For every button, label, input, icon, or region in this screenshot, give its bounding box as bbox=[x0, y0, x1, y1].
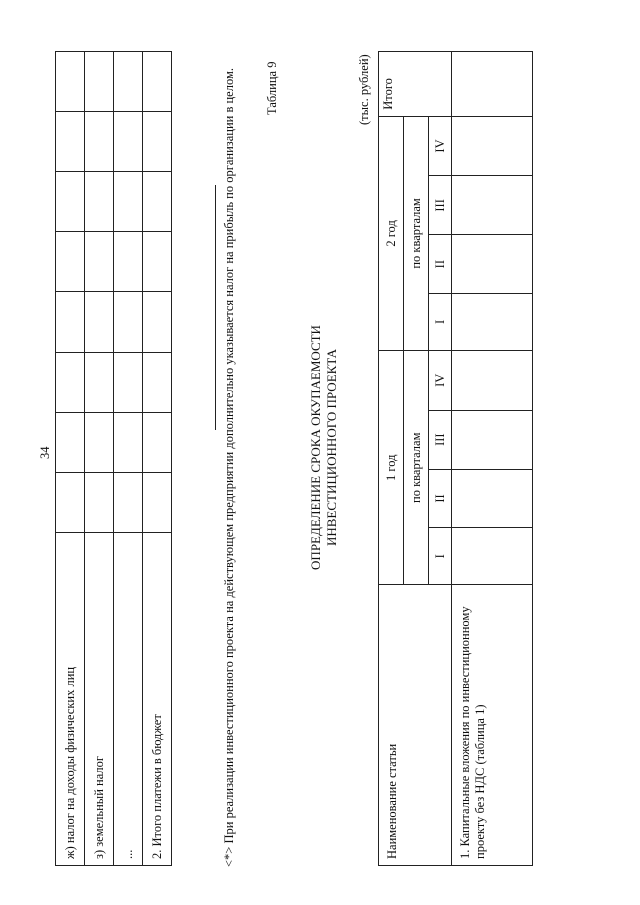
row-label: з) земельный налог bbox=[85, 533, 114, 866]
page-number: 34 bbox=[38, 446, 52, 459]
row-label: ж) налог на доходы физических лиц bbox=[56, 533, 85, 866]
row-label: 1. Капитальные вложения по инвестиционному проекту без НДС (таблица 1) bbox=[452, 585, 533, 866]
row-label: 2. Итого платежи в бюджет bbox=[143, 533, 172, 866]
table-row bbox=[114, 52, 143, 866]
table-row bbox=[452, 52, 533, 866]
header-total: Итого bbox=[379, 52, 452, 117]
quarter-label: III bbox=[429, 176, 452, 235]
quarter-label: IV bbox=[429, 116, 452, 175]
table-row bbox=[56, 52, 85, 866]
unit-label: (тыс. рублей) bbox=[357, 54, 371, 125]
title-line-1: ОПРЕДЕЛЕНИЕ СРОКА ОКУПАЕМОСТИ bbox=[308, 325, 323, 570]
quarter-label: I bbox=[429, 528, 452, 585]
payback-table bbox=[378, 51, 533, 866]
header-name: Наименование статьи bbox=[379, 585, 452, 866]
header-by-quarters: по кварталам bbox=[404, 351, 429, 585]
table-row bbox=[143, 52, 172, 866]
footnote: <*> При реализации инвестиционного проекта на действующем предприятии дополнительно указывается налог на прибыль по организации в целом. bbox=[222, 67, 236, 867]
page-title bbox=[308, 290, 340, 605]
header-row bbox=[379, 52, 404, 866]
quarter-label: II bbox=[429, 469, 452, 527]
footnote-separator bbox=[215, 185, 216, 430]
header-year-2: 2 год bbox=[379, 116, 404, 350]
tax-payments-table bbox=[55, 51, 172, 866]
table-row bbox=[85, 52, 114, 866]
row-label: ... bbox=[114, 533, 143, 866]
quarter-label: II bbox=[429, 235, 452, 293]
quarter-label: III bbox=[429, 410, 452, 469]
quarter-label: IV bbox=[429, 351, 452, 410]
table-label: Таблица 9 bbox=[265, 61, 279, 115]
header-year-1: 1 год bbox=[379, 351, 404, 585]
title-line-2: ИНВЕСТИЦИОННОГО ПРОЕКТА bbox=[324, 349, 339, 547]
header-by-quarters: по кварталам bbox=[404, 116, 429, 350]
quarter-label: I bbox=[429, 293, 452, 350]
